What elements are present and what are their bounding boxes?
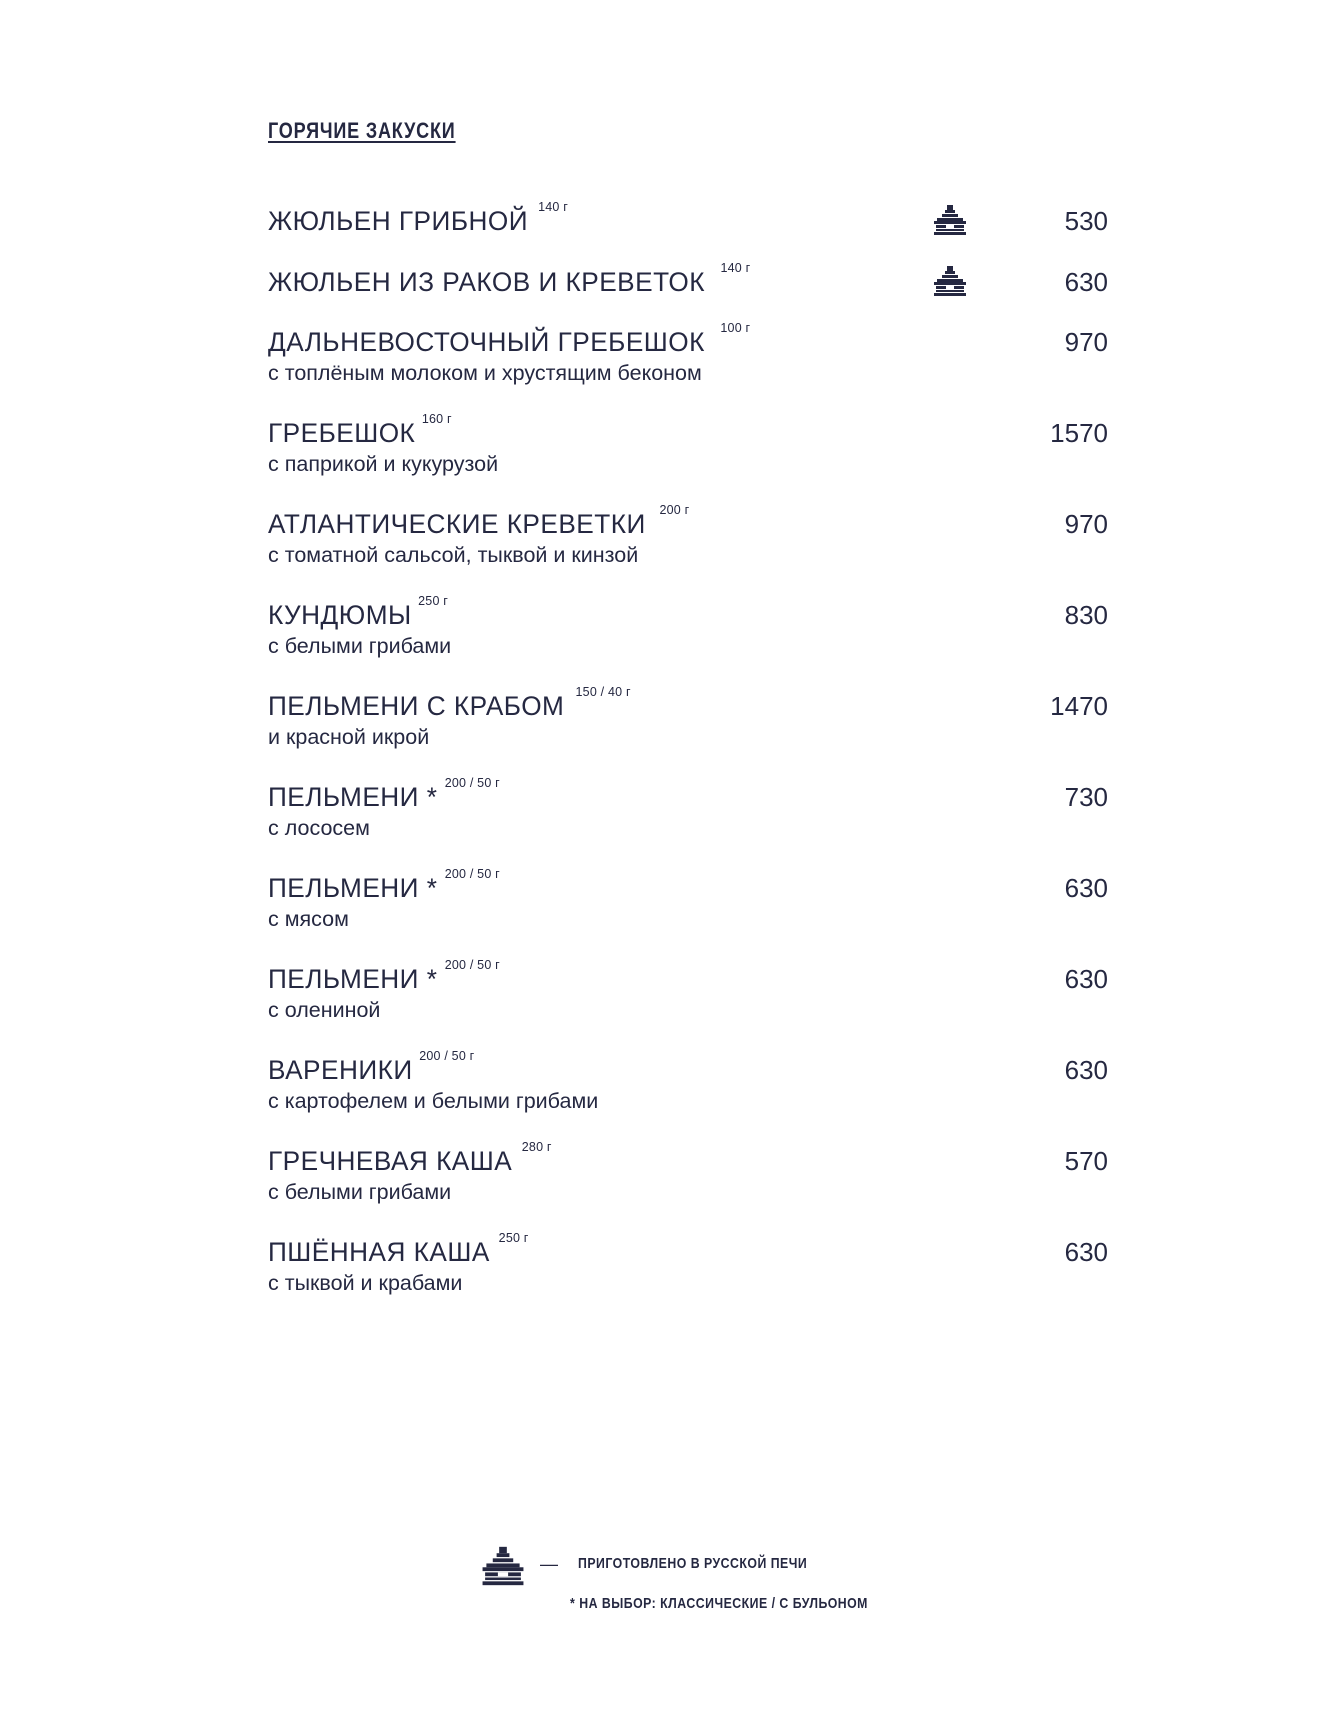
menu-item-weight: 160 г: [421, 412, 452, 426]
menu-item-name: ГРЕЧНЕВАЯ КАША: [268, 1146, 513, 1176]
legend: [480, 1545, 900, 1625]
menu-item-price: 1470: [1050, 691, 1108, 721]
menu-item-header: [268, 200, 1108, 238]
menu-item-description: с лососем: [268, 816, 370, 840]
menu-item-description: с тыквой и крабами: [268, 1271, 463, 1295]
russian-oven-icon: [932, 204, 968, 236]
menu-item-price: 730: [1064, 782, 1108, 812]
menu-item-description: с паприкой и кукурузой: [268, 452, 499, 476]
menu-item-price: 1570: [1050, 418, 1108, 448]
menu-item-header: [268, 1140, 1108, 1178]
menu-item-header: [268, 1049, 1108, 1087]
menu-item-name: ДАЛЬНЕВОСТОЧНЫЙ ГРЕБЕШОК: [268, 327, 705, 357]
menu-item: [268, 594, 1108, 660]
menu-item-weight: 200 / 50 г: [444, 867, 500, 881]
menu-item-header: [268, 958, 1108, 996]
menu-item-description: с белыми грибами: [268, 634, 452, 658]
russian-oven-icon: [480, 1545, 526, 1587]
menu-item: [268, 1140, 1108, 1206]
menu-item-price: 630: [1064, 964, 1108, 994]
menu-item-weight: 200 / 50 г: [419, 1049, 475, 1063]
menu-item: [268, 200, 1108, 238]
menu-item-name: КУНДЮМЫ: [268, 600, 412, 630]
russian-oven-icon: [932, 265, 968, 297]
menu-item-weight: 200 / 50 г: [444, 776, 500, 790]
menu-item-weight: 280 г: [521, 1140, 552, 1154]
menu-item-description: и красной икрой: [268, 725, 430, 749]
menu-item-price: 630: [1064, 873, 1108, 903]
menu-item: [268, 776, 1108, 842]
menu-item-header: [268, 503, 1108, 541]
menu-item-header: [268, 594, 1108, 632]
menu-list: [268, 0, 1108, 1400]
menu-item-header: [268, 685, 1108, 723]
menu-item-weight: 250 г: [418, 594, 449, 608]
menu-item-header: [268, 321, 1108, 359]
menu-item-weight: 100 г: [720, 321, 751, 335]
menu-item: [268, 685, 1108, 751]
menu-item-description: с топлёным молоком и хрустящим беконом: [268, 361, 702, 385]
menu-item: [268, 958, 1108, 1024]
menu-item: [268, 1231, 1108, 1297]
menu-item-name: ПЕЛЬМЕНИ *: [268, 782, 438, 812]
menu-item-weight: 200 / 50 г: [444, 958, 500, 972]
legend-dash: —: [540, 1554, 558, 1574]
menu-item-price: 530: [1064, 206, 1108, 236]
menu-item-name: ГРЕБЕШОК: [268, 418, 416, 448]
menu-item-header: [268, 1231, 1108, 1269]
menu-item: [268, 412, 1108, 478]
menu-item-description: с олениной: [268, 998, 381, 1022]
menu-item-description: с мясом: [268, 907, 349, 931]
menu-item-price: 630: [1064, 1055, 1108, 1085]
menu-item-price: 830: [1064, 600, 1108, 630]
menu-item-weight: 150 / 40 г: [575, 685, 631, 699]
menu-item-header: [268, 867, 1108, 905]
menu-item-description: с томатной сальсой, тыквой и кинзой: [268, 543, 639, 567]
menu-item-name: ВАРЕНИКИ: [268, 1055, 413, 1085]
menu-item-price: 570: [1064, 1146, 1108, 1176]
section-title: ГОРЯЧИЕ ЗАКУСКИ: [268, 118, 456, 143]
menu-item-weight: 140 г: [538, 200, 568, 214]
menu-item-weight: 140 г: [720, 261, 751, 275]
menu-item-weight: 250 г: [498, 1231, 529, 1245]
menu-item: [268, 503, 1108, 569]
menu-item-name: ЖЮЛЬЕН ИЗ РАКОВ И КРЕВЕТОК: [268, 267, 705, 297]
menu-item-price: 970: [1064, 509, 1108, 539]
menu-item-name: ПЕЛЬМЕНИ *: [268, 964, 438, 994]
menu-item: [268, 321, 1108, 387]
menu-item: [268, 1049, 1108, 1115]
menu-item: [268, 261, 1108, 299]
menu-item-price: 970: [1064, 327, 1108, 357]
menu-item-price: 630: [1064, 267, 1108, 297]
menu-item-description: с картофелем и белыми грибами: [268, 1089, 599, 1113]
menu-item-description: с белыми грибами: [268, 1180, 452, 1204]
menu-item-weight: 200 г: [659, 503, 690, 517]
legend-oven-text: ПРИГОТОВЛЕНО В РУССКОЙ ПЕЧИ: [578, 1555, 808, 1572]
menu-item-name: ПЕЛЬМЕНИ *: [268, 873, 438, 903]
menu-item: [268, 867, 1108, 933]
menu-item-name: АТЛАНТИЧЕСКИЕ КРЕВЕТКИ: [268, 509, 646, 539]
legend-note: * НА ВЫБОР: КЛАССИЧЕСКИЕ / С БУЛЬОНОМ: [570, 1595, 868, 1612]
menu-item-name: ПШЁННАЯ КАША: [268, 1237, 490, 1267]
menu-item-header: [268, 412, 1108, 450]
menu-item-name: ПЕЛЬМЕНИ С КРАБОМ: [268, 691, 565, 721]
menu-item-header: [268, 261, 1108, 299]
menu-item-header: [268, 776, 1108, 814]
menu-item-price: 630: [1064, 1237, 1108, 1267]
menu-item-name: ЖЮЛЬЕН ГРИБНОЙ: [268, 206, 529, 236]
